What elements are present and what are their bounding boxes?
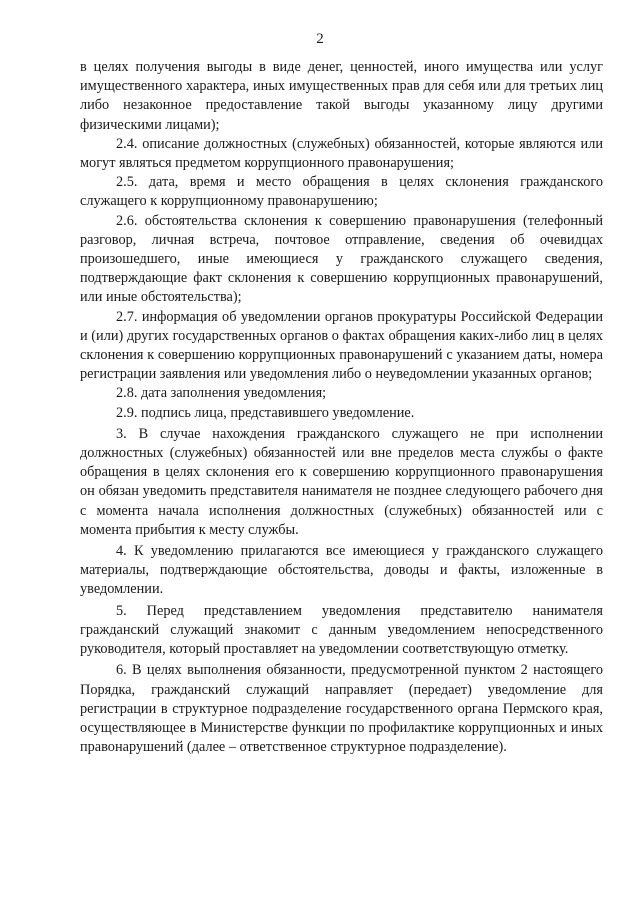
paragraph-continuation: в целях получения выгоды в виде денег, ценностей, иного имущества или услуг имущественного характера, иных имущественных прав для себя или для третьих лиц либо незаконное предоставление такой выгоды указанному лицу другими физическими лицами); [80, 59, 603, 133]
paragraph-4: 4. К уведомлению прилагаются все имеющиеся у гражданского служащего материалы, подтверждающие обстоятельства, доводы и факты, изложенные в уведомлении. [80, 543, 603, 598]
paragraph-5: 5. Перед представлением уведомления представителю нанимателя гражданский служащий знакомит с данным уведомлением непосредственного руководителя, который проставляет на уведомлении соответствующую отметку. [80, 602, 603, 658]
paragraph-6: 6. В целях выполнения обязанности, предусмотренной пунктом 2 настоящего Порядка, гражданский служащий направляет (передает) уведомление для регистрации в структурное подразделение государственного органа Пермского края, осуществляющее в Министерстве функции по профилактике коррупционных и иных правонарушений (далее – ответственное структурное подразделение). [80, 662, 603, 756]
paragraph-2-4: 2.4. описание должностных (служебных) обязанностей, которые являются или могут являться предметом коррупционного правонарушения; [80, 135, 603, 172]
page-number: 2 [316, 31, 324, 47]
document-body [80, 58, 603, 757]
paragraph-2-9: 2.9. подпись лица, представившего уведомление. [116, 404, 415, 421]
paragraph-2-8: 2.8. дата заполнения уведомления; [116, 385, 327, 402]
paragraph-2-7: 2.7. информация об уведомлении органов прокуратуры Российской Федерации и (или) других государственных органов о фактах обращения каких-либо лиц в целях склонения к совершению коррупционных правонарушений с указанием даты, номера регистрации заявления или уведомления либо о неуведомлении указанных органов; [80, 308, 603, 383]
paragraph-3: 3. В случае нахождения гражданского служащего не при исполнении должностных (служебных) обязанностей или вне пределов места службы о факте обращения в целях склонения его к совершению коррупционного правонарушения он обязан уведомить представителя нанимателя не позднее следующего рабочего дня с момента начала исполнения должностных (служебных) обязанностей или с момента прибытия к месту службы. [80, 425, 603, 538]
paragraph-2-5: 2.5. дата, время и место обращения в целях склонения гражданского служащего к коррупционному правонарушению; [80, 174, 603, 210]
paragraph-2-6: 2.6. обстоятельства склонения к совершению правонарушения (телефонный разговор, личная встреча, почтовое отправление, сведения об очевидцах произошедшего, иные имеющиеся у гражданского служащего сведения, подтверждающие факт склонения к совершению коррупционных правонарушений, или иные обстоятельства); [80, 212, 603, 306]
